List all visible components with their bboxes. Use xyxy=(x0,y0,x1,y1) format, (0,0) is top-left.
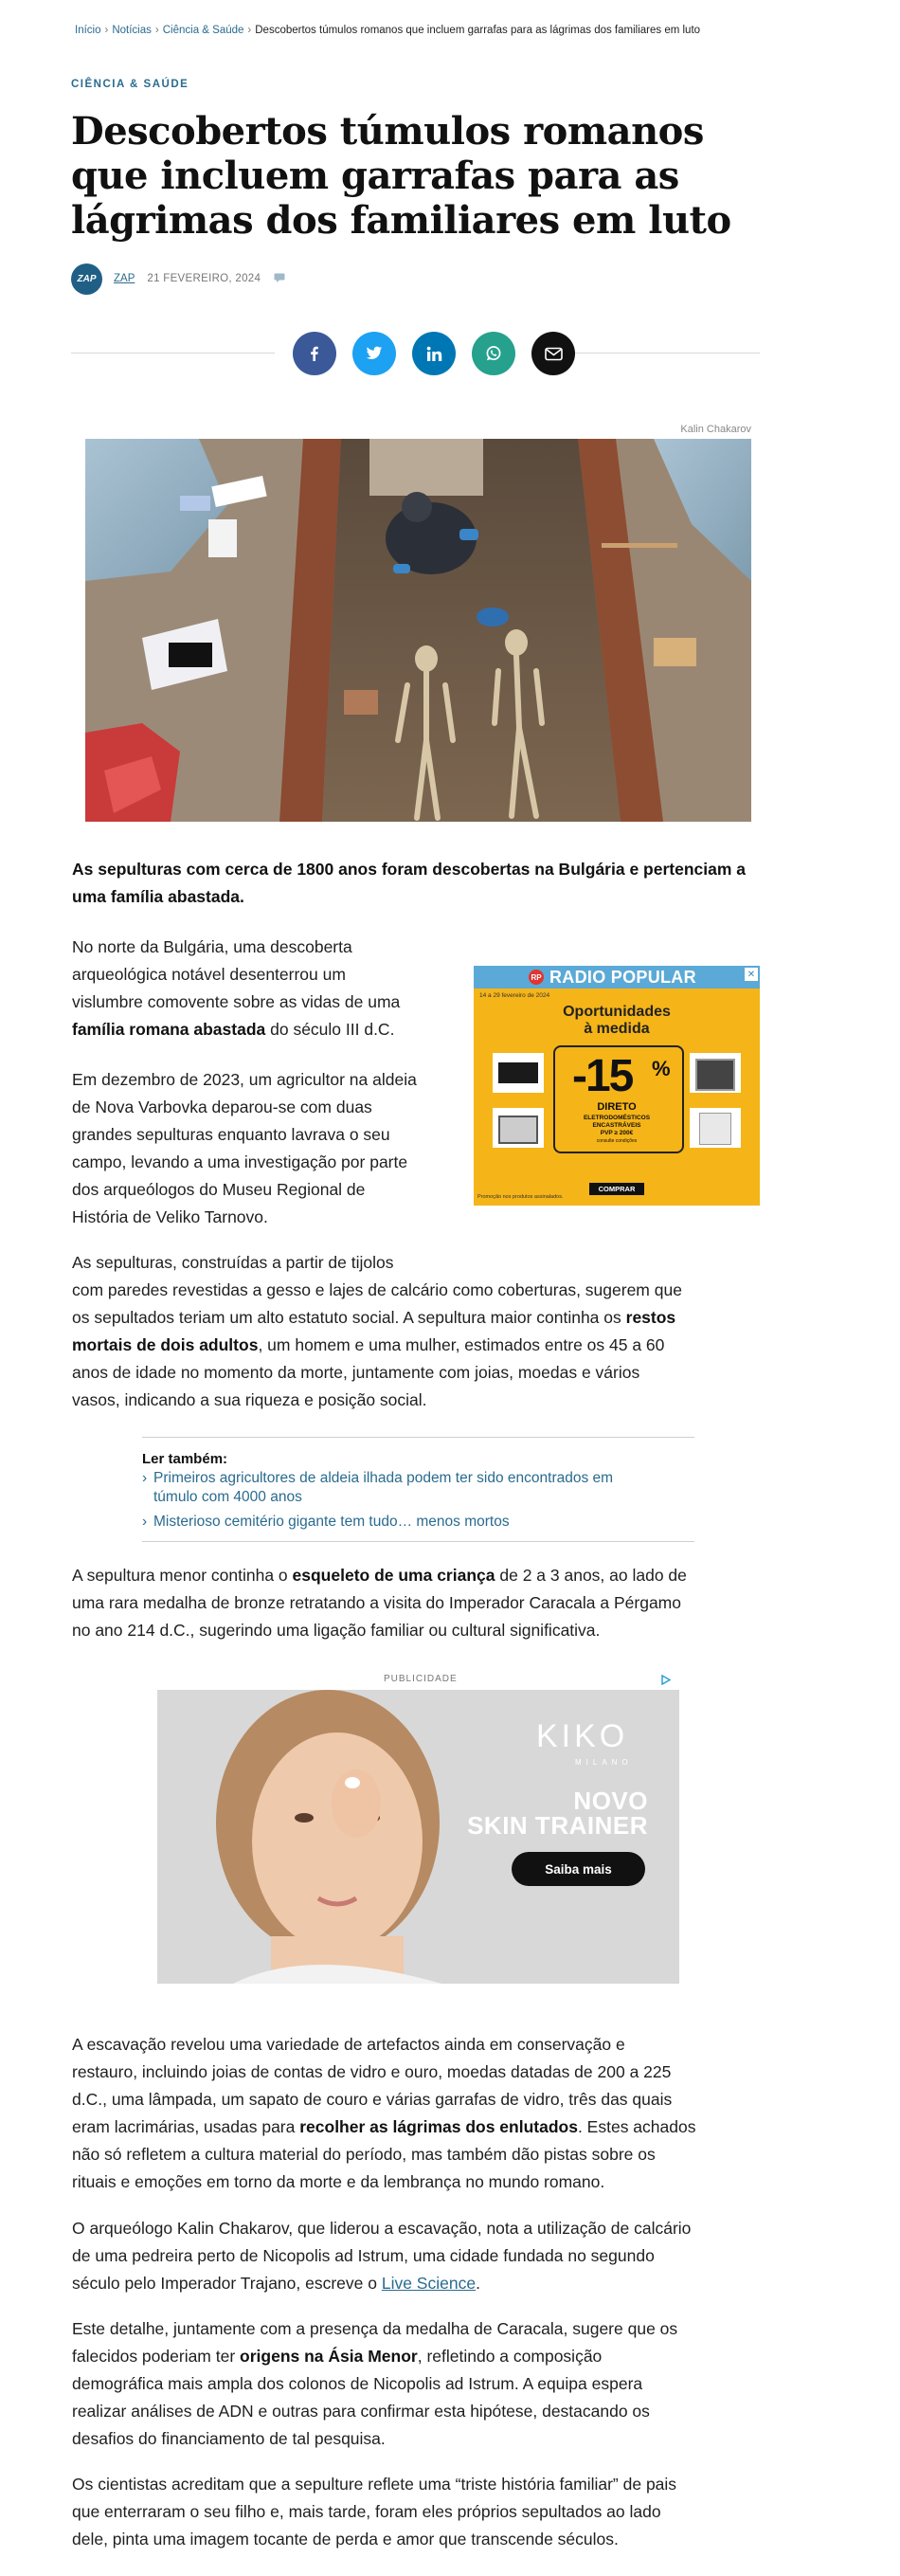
author-link[interactable]: ZAP xyxy=(114,273,135,284)
kiko-ad[interactable] xyxy=(157,1690,679,1984)
share-twitter-button[interactable] xyxy=(352,332,396,375)
paragraph-line: falecidos poderiam ter xyxy=(72,2347,241,2366)
paragraph-line: de Nova Varbovka deparou-se com duas xyxy=(72,1098,372,1116)
publish-date: 21 FEVEREIRO, 2024 xyxy=(147,273,261,284)
chevron-right-icon: › xyxy=(142,1470,148,1486)
ad-category-line: ENCASTRÁVEIS xyxy=(592,1122,641,1129)
paragraph-line: de 2 a 3 anos, ao lado de xyxy=(495,1566,687,1585)
paragraph-line: As sepulturas, construídas a partir de tijolos xyxy=(72,1253,394,1272)
paragraph-line: Os cientistas acreditam que a sepulture reflete uma “triste história familiar” de pais xyxy=(72,2475,677,2494)
ad-headline-line: Oportunidades xyxy=(563,1004,671,1020)
ad-discount: -15 xyxy=(572,1051,633,1101)
paragraph xyxy=(72,2315,773,2453)
read-also-link-text: Primeiros agricultores de aldeia ilhada podem ter sido encontrados em xyxy=(153,1470,614,1486)
paragraph xyxy=(72,1066,460,1231)
share-bar xyxy=(71,332,760,375)
ad-dates: 14 a 29 fevereiro de 2024 xyxy=(479,992,550,999)
paragraph-line: , refletindo a composição xyxy=(417,2347,603,2366)
share-email-button[interactable] xyxy=(531,332,575,375)
article-meta xyxy=(71,263,285,295)
whatsapp-icon xyxy=(485,345,502,362)
paragraph-line: século pelo Imperador Trajano, escreve o xyxy=(72,2274,382,2293)
emphasis: esqueleto de uma criança xyxy=(292,1566,495,1585)
category-link[interactable]: CIÊNCIA & SAÚDE xyxy=(71,79,189,90)
paragraph-line: O arqueólogo Kalin Chakarov, que liderou a escavação, nota a utilização de calcário xyxy=(72,2219,692,2238)
paragraph-line: História de Veliko Tarnovo. xyxy=(72,1207,268,1226)
paragraph-line: grandes sepulturas enquanto lavrava o seu xyxy=(72,1125,390,1144)
ad-category-line: PVP ≥ 200€ xyxy=(600,1130,634,1136)
breadcrumb-separator: › xyxy=(247,25,252,36)
breadcrumb-section-link[interactable]: Ciência & Saúde xyxy=(162,25,244,36)
hero-image xyxy=(85,439,751,822)
paragraph-line: . xyxy=(476,2274,480,2293)
advertising-label: PUBLICIDADE xyxy=(384,1674,458,1684)
emphasis: restos xyxy=(625,1308,676,1327)
emphasis: recolher as lágrimas dos enlutados xyxy=(299,2117,578,2136)
appliance-image xyxy=(690,1053,741,1093)
breadcrumb-separator: › xyxy=(104,25,109,36)
breadcrumb xyxy=(75,25,700,36)
ad-headline-line: à medida xyxy=(584,1021,650,1037)
facebook-icon xyxy=(306,345,323,362)
breadcrumb-news-link[interactable]: Notícias xyxy=(112,25,152,36)
radio-popular-ad[interactable] xyxy=(474,966,760,1206)
appliance-image xyxy=(690,1108,741,1148)
read-also-link-text: Misterioso cemitério gigante tem tudo… menos mortos xyxy=(153,1514,510,1530)
ad-percent: % xyxy=(652,1057,671,1080)
adchoices-icon[interactable] xyxy=(660,1673,671,1690)
ad-brand: RADIO POPULAR xyxy=(549,968,696,987)
radio-popular-logo-icon: RP xyxy=(529,970,544,985)
paragraph-line: que enterraram o seu filho e, mais tarde, foram eles próprios sepultados ao lado xyxy=(72,2502,661,2521)
paragraph xyxy=(72,1249,773,1414)
emphasis: origens na Ásia Menor xyxy=(240,2347,418,2366)
paragraph-line: A escavação revelou uma variedade de artefactos ainda em conservação e xyxy=(72,2035,625,2054)
comments-icon[interactable] xyxy=(274,273,285,285)
ad-headline: NOVO xyxy=(573,1787,648,1815)
kiko-logo: KIKO xyxy=(536,1718,629,1754)
share-whatsapp-button[interactable] xyxy=(472,332,515,375)
paragraph-line: campo, levando a uma investigação por parte xyxy=(72,1152,408,1171)
paragraph xyxy=(72,2471,773,2553)
paragraph-line: arqueológica notável desenterrou um xyxy=(72,965,346,984)
ad-headline xyxy=(474,1004,760,1038)
paragraph-line: desafios do financiamento de tal pesquisa. xyxy=(72,2429,386,2448)
appliance-image xyxy=(493,1108,544,1148)
paragraph xyxy=(72,934,460,1043)
paragraph-line: com paredes revestidas a gesso e lajes de calcário como coberturas, sugerem que xyxy=(72,1280,682,1299)
photo-credit: Kalin Chakarov xyxy=(680,424,751,435)
breadcrumb-separator: › xyxy=(154,25,159,36)
ad-headline: SKIN TRAINER xyxy=(467,1811,648,1840)
paragraph-line: rituais e emoções em torno da morte e da lembrança no mundo romano. xyxy=(72,2172,605,2191)
paragraph xyxy=(72,2215,773,2297)
paragraph-line: Este detalhe, juntamente com a presença da medalha de Caracala, sugere que os xyxy=(72,2319,678,2338)
emphasis: família romana abastada xyxy=(72,1020,266,1039)
paragraph-line: vasos, indicando a sua riqueza e posição social. xyxy=(72,1390,427,1409)
breadcrumb-current: Descobertos túmulos romanos que incluem garrafas para as lágrimas dos familiares em luto xyxy=(255,25,701,36)
paragraph-line: os sepultados teriam um alto estatuto social. A sepultura maior continha os xyxy=(72,1308,626,1327)
paragraph-line: Em dezembro de 2023, um agricultor na aldeia xyxy=(72,1070,417,1089)
paragraph-line: demográfica mais ampla dos colonos de Nicopolis ad Istrum. A equipa espera xyxy=(72,2374,643,2393)
read-also-link[interactable] xyxy=(142,1513,694,1532)
article-lead: As sepulturas com cerca de 1800 anos foram descobertas na Bulgária e pertenciam a uma família abastada. xyxy=(72,860,746,906)
breadcrumb-home-link[interactable]: Início xyxy=(75,25,101,36)
ad-conditions: consulte condições xyxy=(596,1138,638,1144)
paragraph xyxy=(72,2031,773,2196)
linkedin-icon xyxy=(426,346,442,362)
twitter-icon xyxy=(366,346,383,361)
read-also-heading: Ler também: xyxy=(142,1451,228,1467)
read-also-box xyxy=(142,1437,694,1542)
article-title: Descobertos túmulos romanos que incluem garrafas para as lágrimas dos familiares em luto xyxy=(71,109,731,243)
read-also-link[interactable] xyxy=(142,1469,694,1507)
paragraph-line: de uma pedreira perto de Nicopolis ad Istrum, uma cidade fundada no segundo xyxy=(72,2246,655,2265)
paragraph-line: anos de idade no momento da morte, juntamente com joias, moedas e vários xyxy=(72,1363,640,1382)
paragraph-line: realizar análises de ADN e outras para confirmar esta hipótese, destacando os xyxy=(72,2402,650,2421)
kiko-sub-logo: MILANO xyxy=(575,1758,633,1767)
paragraph-line: uma rara medalha de bronze retratando a visita do Imperador Caracala a Pérgamo xyxy=(72,1593,681,1612)
ad-category-line: ELETRODOMÉSTICOS xyxy=(583,1115,651,1121)
share-facebook-button[interactable] xyxy=(293,332,336,375)
paragraph-line: dos arqueólogos do Museu Regional de xyxy=(72,1180,366,1199)
chevron-right-icon: › xyxy=(142,1514,148,1530)
emphasis: mortais de dois adultos xyxy=(72,1335,259,1354)
paragraph-line: , um homem e uma mulher, estimados entre os 45 a 60 xyxy=(258,1335,665,1354)
paragraph-line: dele, pinta uma imagem tocante de perda e amor que transcende séculos. xyxy=(72,2530,619,2549)
paragraph-line: A sepultura menor continha o xyxy=(72,1566,293,1585)
paragraph-line: eram lacrimárias, usadas para xyxy=(72,2117,300,2136)
share-divider xyxy=(71,353,275,354)
share-linkedin-button[interactable] xyxy=(412,332,456,375)
paragraph-line: No norte da Bulgária, uma descoberta xyxy=(72,937,352,956)
email-icon xyxy=(545,347,563,361)
ad-category xyxy=(553,1115,680,1145)
live-science-link[interactable]: Live Science xyxy=(381,2274,477,2293)
ad-footnote: Promoção nos produtos assinalados. xyxy=(477,1194,564,1200)
author-avatar[interactable]: ZAP xyxy=(71,263,102,295)
ad-cta-button[interactable]: Saiba mais xyxy=(512,1852,645,1886)
appliance-image xyxy=(493,1053,544,1093)
paragraph-line: no ano 214 d.C., sugerindo uma ligação familiar ou cultural significativa. xyxy=(72,1621,601,1640)
ad-direct: DIRETO xyxy=(597,1101,637,1113)
close-icon[interactable]: ✕ xyxy=(745,968,758,981)
paragraph-line: d.C., uma lâmpada, um sapato de couro e várias garrafas de vidro, três das quais xyxy=(72,2090,673,2109)
paragraph-line: não só refletem a cultura material do período, mas também dão pistas sobre os xyxy=(72,2145,656,2164)
read-also-link-text: túmulo com 4000 anos xyxy=(153,1489,302,1505)
paragraph xyxy=(72,1562,773,1644)
ad-cta-button[interactable]: COMPRAR xyxy=(589,1183,644,1195)
paragraph-line: vislumbre comovente sobre as vidas de uma xyxy=(72,992,401,1011)
share-divider xyxy=(556,353,760,354)
paragraph-line: do século III d.C. xyxy=(265,1020,395,1039)
paragraph-line: . Estes achados xyxy=(577,2117,696,2136)
paragraph-line: restauro, incluindo joias de contas de vidro e ouro, moedas datadas de 200 a 225 xyxy=(72,2062,672,2081)
